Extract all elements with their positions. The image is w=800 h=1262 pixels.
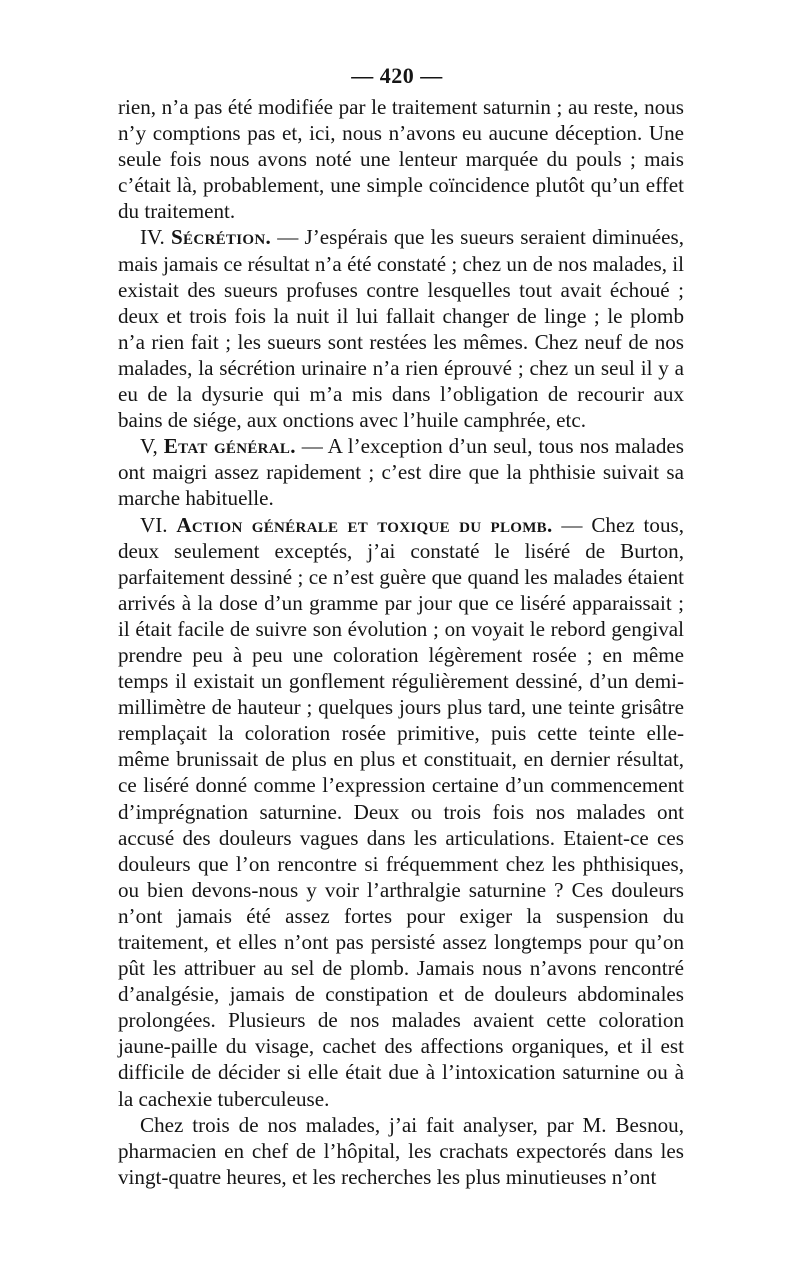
paragraph-text: rien, n’a pas été modifiée par le traitement saturnin ; au reste, nous n’y comptions pas et, ici, nous n’avons eu aucune déception. Une seule fois nous avons noté une lenteur marquée du pouls ; mais c’était là, probablement, une simple coïncidence plutôt qu’un effet du traitement. — [118, 95, 684, 224]
section-number: VI. — [140, 512, 168, 537]
book-page — [118, 58, 684, 1190]
section-heading: Etat général. — [163, 434, 296, 459]
body-text — [118, 94, 684, 1190]
section-heading: Action générale et toxique du plomb. — [176, 512, 553, 537]
section-number: IV. — [140, 225, 165, 250]
section-heading: Sécrétion. — [171, 225, 272, 250]
paragraph-continuation — [118, 94, 684, 224]
section-number: V, — [140, 434, 158, 459]
paragraph-text: — Chez tous, deux seulement exceptés, j’ai constaté le liséré de Burton, parfaitement dessiné ; ce n’est guère que quand les malades étaient arrivés à la dose d’un gramme par jour que ce liséré apparaissait ; il était facile de suivre son évolution ; on voyait le rebord gengival prendre peu à peu une coloration légèrement rosée ; en même temps il existait un gonflement régulièrement dessiné, d’un demi-millimètre de hauteur ; quelques jours plus tard, une teinte grisâtre remplaçait la coloration rosée primitive, puis cette teinte elle-même brunissait de plus en plus et constituait, en dernier résultat, ce liséré donné comme l’expression certaine d’un commencement d’imprégnation saturnine. Deux ou trois fois nos malades ont accusé des douleurs vagues dans les articulations. Etaient-ce ces douleurs que l’on rencontre si fréquemment chez les phthisiques, ou bien devons-nous y voir l’arthralgie saturnine ? Ces douleurs n’ont jamais été assez fortes pour exiger la suspension du traitement, et elles n’ont pas persisté assez longtemps pour qu’on pût les attribuer au sel de plomb. Jamais nous n’avons rencontré d’analgésie, jamais de constipation et de douleurs abdominales prolongées. Plusieurs de nos malades avaient cette coloration jaune-paille du visage, cachet des affections organiques, et il est difficile de décider si elle était due à l’intoxication saturnine ou à la cachexie tuberculeuse. — [118, 512, 684, 1111]
paragraph-text: — A l’exception d’un seul, tous nos malades ont maigri assez rapidement ; c’est dire que la phthisie suivait sa marche habituelle. — [118, 434, 684, 511]
paragraph-analyse — [118, 1112, 684, 1190]
paragraph-text: Chez trois de nos malades, j’ai fait analyser, par M. Besnou, pharmacien en chef de l’hôpital, les crachats expectorés dans les vingt-quatre heures, et les recherches les plus minutieuses n’ont — [118, 1112, 684, 1189]
paragraph-secretion — [118, 224, 684, 433]
paragraph-action-plomb — [118, 512, 684, 1112]
paragraph-text: — J’espérais que les sueurs seraient diminuées, mais jamais ce résultat n’a été constaté ; chez un de nos malades, il existait des sueurs profuses contre lesquelles tout avait échoué ; deux et trois fois la nuit il lui fallait changer de linge ; le plomb n’a rien fait ; les sueurs sont restées les mêmes. Chez neuf de nos malades, la sécrétion urinaire n’a rien éprouvé ; chez un seul il y a eu de la dysurie qui m’a mis dans l’obligation de recourir aux bains de siége, aux onctions avec l’huile camphrée, etc. — [118, 225, 685, 433]
page-number: — 420 — — [351, 63, 443, 88]
paragraph-etat-general — [118, 433, 684, 511]
